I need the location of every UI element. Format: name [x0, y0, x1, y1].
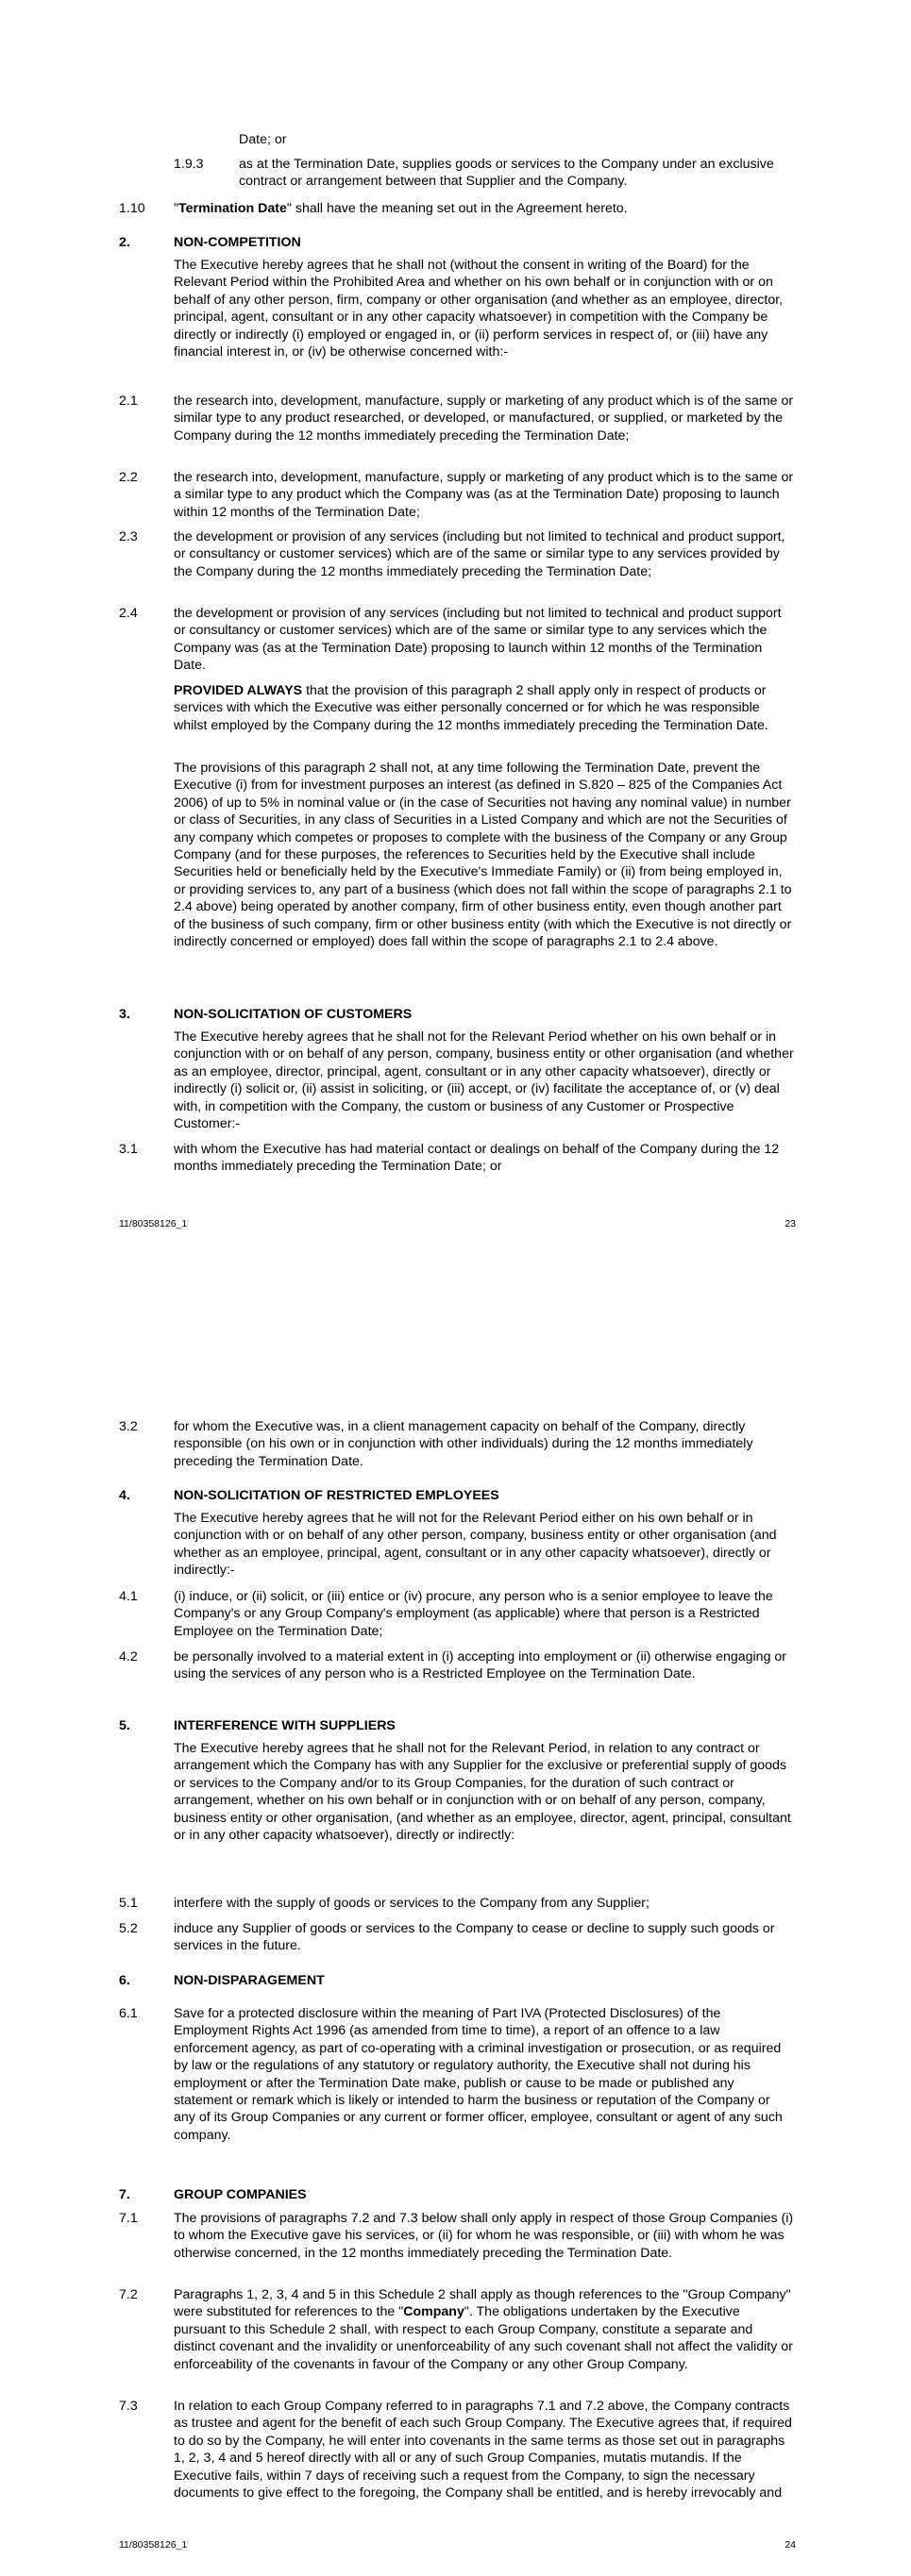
page-separator: [0, 1261, 911, 1316]
section-number: 4.: [119, 1488, 130, 1503]
paragraph-text: Save for a protected disclosure within the meaning of Part IVA (Protected Disclosures) of the Employment Rights Act 1996 (as amended from time to time), a report of an offence to a law enforcement agency, as part of co-operating with a criminal investigation or prosecution, or as required by law or the regulations of any statutory or regulatory authority, the Executive shall not during his employment or after the Termination Date make, publish or cause to be made or published any statement or remark which is likely or intended to harm the business or reputation of the Company or any of its Group Companies or any current or former officer, employee, consultant or agent of any such company.: [174, 2006, 783, 2143]
paragraph-number: 7.3: [119, 2399, 138, 2414]
paragraph-text: that the provision of this paragraph 2 shall apply only in respect of products or services with which the Executive was either personally concerned or for which he was responsible whilst employed by the Company during the 12 months immediately preceding the Termination Date.: [174, 683, 768, 733]
paragraph-number: 4.1: [119, 1589, 138, 1604]
paragraph-number: 6.1: [119, 2006, 138, 2021]
paragraph-text: (i) induce, or (ii) solicit, or (iii) entice or (iv) procure, any person who is a senior employee to leave the Company's or any Group Company's employment (as applicable) where that person is a Restricted Employee on the Termination Date;: [174, 1589, 773, 1639]
paragraph-number: 1.10: [119, 201, 145, 216]
paragraph-2-3: [0, 528, 911, 600]
paragraph-text-b: ". The obligations undertaken by the Executive pursuant to this Schedule 2 shall, with respect to each Group Company, constitute a separate and distinct covenant and the invalidity or unenforceability of any such covenant shall not affect the validity or enforceability of the covenants in favour of the Company or any other Group Company.: [174, 2304, 793, 2372]
document-page-23: [0, 0, 911, 1261]
paragraph-6-1: [0, 2005, 911, 2166]
paragraph-1-9-2-continuation: [239, 131, 795, 148]
paragraph-text: [174, 200, 795, 217]
paragraph-text: the development or provision of any services (including but not limited to technical and product support, or consultancy or customer services) which are of the same or similar type to any services provided by the Company during the 12 months immediately preceding the Termination Date;: [174, 529, 785, 579]
paragraph-text-a: Paragraphs 1, 2, 3, 4 and 5 in this Schedule 2 shall apply as though references to the "Group Company" were substituted for references to the ": [174, 2287, 791, 2320]
section-number: 6.: [119, 1973, 130, 1988]
paragraph-text: The provisions of paragraphs 7.2 and 7.3 below shall only apply in respect of those Group Companies (i) to whom the Executive gave his services, or (ii) for whom he was responsible, or (iii) with whom he was otherwise concerned, in the 12 months immediately preceding the Termination Date.: [174, 2211, 794, 2261]
section-heading-4: [0, 1487, 911, 1506]
paragraph-text: the research into, development, manufacture, supply or marketing of any product which is of the same or similar type to any product researched, or developed, or manufactured, or supplied, or marketed by the Company during the 12 months immediately preceding the Termination Date;: [174, 393, 794, 443]
section-2-provisions: [174, 760, 795, 950]
section-5-intro: [174, 1740, 795, 1844]
section-title: NON-SOLICITATION OF CUSTOMERS: [174, 1007, 413, 1022]
paragraph-text: interfere with the supply of goods or services to the Company from any Supplier;: [174, 1896, 650, 1911]
paragraph-number: 5.1: [119, 1896, 138, 1911]
paragraph-number: 2.4: [119, 606, 138, 621]
paragraph-7-3: [0, 2398, 911, 2539]
paragraph-4-1: [0, 1588, 911, 1643]
footer-page-number: 23: [784, 1218, 796, 1229]
paragraph-2-2: [0, 469, 911, 524]
paragraph-text: be personally involved to a material extent in (i) accepting into employment or (ii) otherwise engaging or using the services of any person who is a Restricted Employee on the Termination Date.: [174, 1649, 787, 1682]
proviso-label: PROVIDED ALWAYS: [174, 683, 303, 698]
section-heading-5: [0, 1717, 911, 1736]
quote-mark: ": [174, 201, 179, 216]
paragraph-4-2: [0, 1648, 911, 1703]
document-page-24: [0, 1316, 911, 2576]
paragraph-text: The Executive hereby agrees that he shall not for the Relevant Period, in relation to any contract or arrangement which the Company has with any Supplier for the exclusive or preferential supply of goods or services to the Company and/or to its Group Companies, for the duration of such contract or arrangement, whether on his own behalf or in conjunction with or on behalf of any person, company, business entity or other organisation, (and whether as an employee, director, agent, principal, consultant or in any other capacity whatsoever), directly or indirectly:: [174, 1741, 791, 1844]
section-title: NON-COMPETITION: [174, 235, 301, 250]
section-heading-3: [0, 1006, 911, 1025]
section-number: 5.: [119, 1718, 130, 1733]
section-3-intro: [174, 1029, 795, 1132]
paragraph-7-1: [0, 2210, 911, 2282]
paragraph-1-10: [0, 200, 911, 219]
paragraph-number: 4.2: [119, 1649, 138, 1664]
paragraph-text-rest: " shall have the meaning set out in the Agreement hereto.: [286, 201, 628, 216]
defined-term: Company: [403, 2304, 464, 2320]
paragraph-number: 1.9.3: [174, 157, 204, 172]
section-number: 7.: [119, 2187, 130, 2202]
section-heading-7: [0, 2186, 911, 2205]
footer-document-ref: 11/80358126_1: [119, 1218, 188, 1229]
section-heading-2: [0, 234, 911, 253]
paragraph-text: the research into, development, manufacture, supply or marketing of any product which is to the same or a similar type to any product which the Company was (as at the Termination Date) proposing to launch within 12 months of the Termination Date;: [174, 470, 794, 520]
paragraph-number: 5.2: [119, 1921, 138, 1936]
paragraph-text: The Executive hereby agrees that he shall not for the Relevant Period whether on his own behalf or in conjunction with or on behalf of any person, company, business entity or other organisation (and whether as an employee, director, principal, agent, consultant or in any other capacity whatsoever), directly or indirectly (i) solicit or, (ii) assist in soliciting, or (iii) accept, or (iv) facilitate the acceptance of, or (v) deal with, in competition with the Company, the custom or business of any Customer or Prospective Customer:-: [174, 1029, 794, 1132]
section-title: GROUP COMPANIES: [174, 2187, 307, 2202]
paragraph-2-1: [0, 393, 911, 464]
paragraph-number: 7.2: [119, 2287, 138, 2302]
paragraph-number: 2.2: [119, 470, 138, 485]
paragraph-5-1: [0, 1895, 911, 1914]
section-2-intro: [174, 257, 795, 360]
paragraph-text: for whom the Executive was, in a client management capacity on behalf of the Company, directly responsible (on his own or in conjunction with other individuals) during the 12 months immediately preceding the Termination Date.: [174, 1419, 753, 1469]
paragraph-text: [174, 2286, 795, 2373]
paragraph-5-2: [0, 1920, 911, 1958]
paragraph-number: 2.3: [119, 529, 138, 544]
paragraph-number: 3.1: [119, 1142, 138, 1157]
section-2-proviso: [174, 682, 795, 734]
section-title: NON-SOLICITATION OF RESTRICTED EMPLOYEES: [174, 1488, 499, 1503]
section-number: 2.: [119, 235, 130, 250]
paragraph-text: the development or provision of any services (including but not limited to technical and product support or consultancy or customer services) which are of the same or similar type to any services which the Company was (as at the Termination Date) proposing to launch within 12 months of the Termination Date.: [174, 606, 782, 674]
paragraph-3-2: [0, 1418, 911, 1473]
section-heading-6: [0, 1972, 911, 1991]
section-title: INTERFERENCE WITH SUPPLIERS: [174, 1718, 396, 1733]
footer-document-ref: 11/80358126_1: [119, 2539, 188, 2551]
paragraph-text: induce any Supplier of goods or services to the Company to cease or decline to supply such goods or services in the future.: [174, 1921, 775, 1954]
paragraph-text: The Executive hereby agrees that he will not for the Relevant Period either on his own behalf or in conjunction with or on behalf of any other person, company, business entity or other organisation (and whether as an employee, principal, agent, consultant or in any other capacity whatsoever), directly or indirectly:-: [174, 1511, 777, 1579]
paragraph-number: 3.2: [119, 1419, 138, 1434]
section-4-intro: [174, 1510, 795, 1580]
section-title: NON-DISPARAGEMENT: [174, 1973, 325, 1988]
paragraph-text: as at the Termination Date, supplies goods or services to the Company under an exclusive contract or arrangement between that Supplier and the Company.: [239, 157, 774, 190]
paragraph-text: with whom the Executive has had material contact or dealings on behalf of the Company during the 12 months immediately preceding the Termination Date; or: [174, 1142, 780, 1175]
paragraph-2-4: [0, 605, 911, 677]
paragraph-text: Date; or: [239, 132, 287, 147]
paragraph-number: 2.1: [119, 393, 138, 409]
footer-page-number: 24: [784, 2539, 796, 2551]
paragraph-7-2: [0, 2286, 911, 2392]
paragraph-3-1: [0, 1141, 911, 1179]
paragraph-text: The provisions of this paragraph 2 shall not, at any time following the Termination Date, prevent the Executive (i) from for investment purposes an interest (as defined in S.820 – 825 of the Companies Act 2006) of up to 5% in nominal value or (in the case of Securities not having any nominal value) in number or class of Securities, in any class of Securities in a Listed Company and which are not the Securities of any company which competes or proposes to complete with the business of the Company or any Group Company (and for these purposes, the references to Securities held by the Executive shall include Securities held or beneficially held by the Executive's Immediate Family) or (ii) from being employed in, or providing services to, any part of a business (which does not fall within the scope of paragraphs 2.1 to 2.4 above) being operated by another company, firm of other business entity, even though another part of the business of such company, firm or other business entity (with which the Executive is not directly or indirectly concerned or employed) does fall within the scope of paragraphs 2.1 to 2.4 above.: [174, 761, 792, 950]
section-number: 3.: [119, 1007, 130, 1022]
paragraph-text: The Executive hereby agrees that he shall not (without the consent in writing of the Board) for the Relevant Period within the Prohibited Area and whether on his own behalf or in conjunction with or on behalf of any other person, firm, company or other organisation (and whether as an employee, director, principal, agent, consultant or in any other capacity whatsoever) in competition with the Company be directly or indirectly (i) employed or engaged in, or (ii) perform services in respect of, or (iii) have any financial interest in, or (iv) be otherwise concerned with:-: [174, 258, 784, 360]
paragraph-text: In relation to each Group Company referred to in paragraphs 7.1 and 7.2 above, the Company contracts as trustee and agent for the benefit of each such Group Company. The Executive agrees that, if required to do so by the Company, he will enter into covenants in the same terms as those set out in paragraphs 1, 2, 3, 4 and 5 hereof directly with all or any of such Group Companies, mutatis mutandis. If the Executive fails, within 7 days of receiving such a request from the Company, to sign the necessary documents to give effect to the foregoing, the Company shall be entitled, and is hereby irrevocably and: [174, 2399, 792, 2501]
defined-term: Termination Date: [178, 201, 287, 216]
paragraph-1-9-3: [0, 156, 911, 193]
paragraph-number: 7.1: [119, 2211, 138, 2226]
